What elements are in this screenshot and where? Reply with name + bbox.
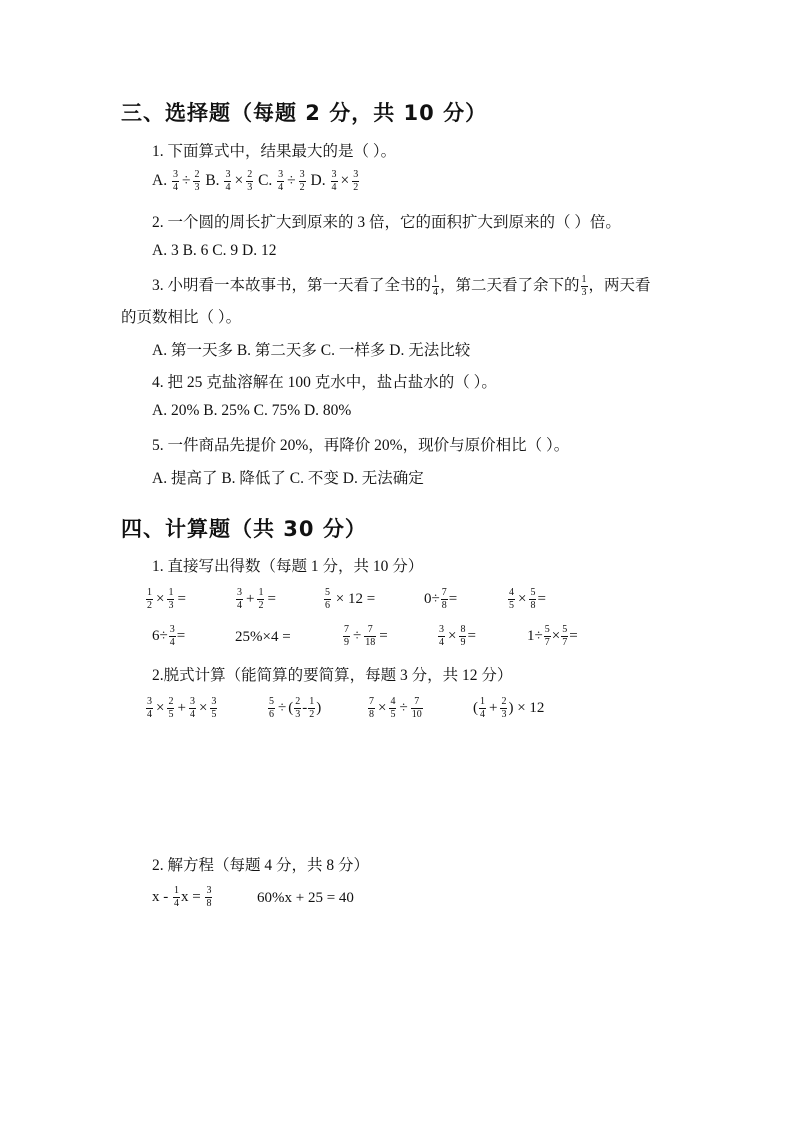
calc-item-7: 25%×4 = (235, 629, 291, 645)
option-a-label: A. (152, 172, 168, 190)
option-b-label: B. (205, 172, 220, 190)
calc-item-2: $\frac{3}{4}$ + $\frac{1}{2}$ = (237, 587, 276, 611)
calc-item-4: 0÷ $\frac{7}{8}$ = (424, 587, 458, 611)
fraction: $\frac{3}{4}$ (225, 169, 231, 193)
equation-2: 60%x + 25 = 40 (257, 890, 354, 906)
stepwise-problem-1: $\frac{3}{4}$ × $\frac{2}{5}$ + $\frac{3}{4}$ × $\frac{3}{5}$ (147, 696, 217, 720)
question-2-stem: 2. 一个圆的周长扩大到原来的 3 倍，它的面积扩大到原来的（ ）倍。 (152, 214, 621, 231)
question-3-options: A. 第一天多 B. 第二天多 C. 一样多 D. 无法比较 (152, 342, 471, 359)
fraction: $\frac{2}{3}$ (194, 169, 200, 193)
calc-item-3: $\frac{5}{6}$ × 12 = (325, 587, 376, 611)
question-1-stem: 1. 下面算式中，结果最大的是（ ）。 (152, 143, 397, 160)
fraction: $\frac{3}{2}$ (353, 169, 359, 193)
fraction: $\frac{3}{4}$ (278, 169, 284, 193)
option-d-label: D. (310, 172, 326, 190)
stepwise-problem-2: $\frac{5}{6}$ ÷ ( $\frac{2}{3}$ - $\frac{1}{2}$ ) (269, 696, 322, 720)
calc-item-8: $\frac{7}{9}$ ÷ $\frac{7}{18}$ = (344, 624, 388, 648)
calc-item-1: $\frac{1}{2}$ × $\frac{1}{3}$ = (147, 587, 186, 611)
question-1-options: A. $\frac{3}{4}$ ÷ $\frac{2}{3}$ B. $\frac{3}{4}$ × $\frac{2}{3}$ C. $\frac{3}{4}$ ÷ $\frac{3}{2}$ D. $\frac{3}{4}$ × $\frac{3}{2}$ (152, 169, 359, 193)
stepwise-problem-3: $\frac{7}{8}$ × $\frac{4}{5}$ ÷ $\frac{7}{10}$ (369, 696, 422, 720)
option-c-label: C. (258, 172, 273, 190)
fraction: $\frac{3}{4}$ (331, 169, 337, 193)
fraction: $\frac{1}{3}$ (581, 273, 587, 298)
fraction: $\frac{3}{4}$ (172, 169, 178, 193)
section-3-heading: 三、选择题（每题 2 分，共 10 分） (121, 101, 488, 125)
fraction: $\frac{1}{4}$ (433, 273, 439, 298)
question-5-options: A. 提高了 B. 降低了 C. 不变 D. 无法确定 (152, 470, 424, 487)
stepwise-problem-4: ( $\frac{1}{4}$ + $\frac{2}{3}$ ) × 12 (473, 696, 545, 720)
section-4-heading: 四、计算题（共 30 分） (121, 517, 367, 541)
fraction: $\frac{2}{3}$ (247, 169, 253, 193)
calc-item-6: 6÷ $\frac{3}{4}$ = (152, 624, 186, 648)
question-4-options: A. 20% B. 25% C. 75% D. 80% (152, 402, 352, 419)
question-3-stem-continued: 的页数相比（ ）。 (121, 309, 242, 326)
question-4-stem: 4. 把 25 克盐溶解在 100 克水中，盐占盐水的（ ）。 (152, 374, 497, 391)
calc-item-5: $\frac{4}{5}$ × $\frac{5}{8}$ = (509, 587, 546, 611)
subsection-1-title: 1. 直接写出得数（每题 1 分，共 10 分） (152, 558, 424, 575)
equation-1: x - $\frac{1}{4}$ x = $\frac{3}{8}$ (152, 885, 212, 909)
question-3-stem: 3. 小明看一本故事书，第一天看了全书的 $\frac{1}{4}$ ，第二天看了余下的 $\frac{1}{3}$ ，两天看 (152, 273, 651, 298)
fraction: $\frac{3}{2}$ (299, 169, 305, 193)
subsection-3-title: 2. 解方程（每题 4 分，共 8 分） (152, 857, 370, 874)
calc-item-9: $\frac{3}{4}$ × $\frac{8}{9}$ = (439, 624, 476, 648)
question-2-options: A. 3 B. 6 C. 9 D. 12 (152, 242, 277, 259)
question-5-stem: 5. 一件商品先提价 20%，再降价 20%，现价与原价相比（ ）。 (152, 437, 570, 454)
subsection-2-title: 2.脱式计算（能简算的要简算，每题 3 分，共 12 分） (152, 667, 513, 684)
calc-item-10: 1÷ $\frac{5}{7}$ × $\frac{5}{7}$ = (527, 624, 578, 648)
